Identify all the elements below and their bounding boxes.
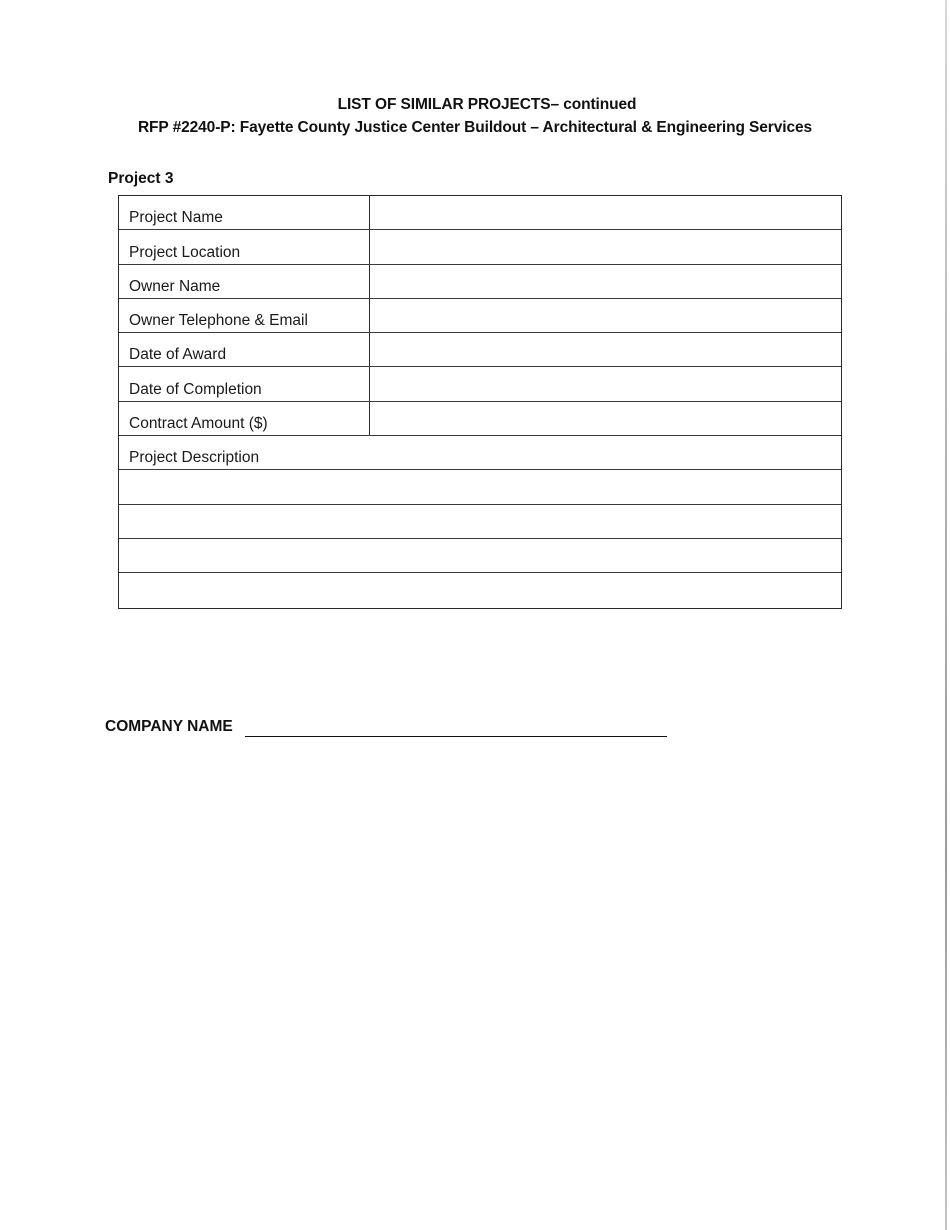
field-label: Date of Completion xyxy=(129,380,262,398)
project-location-field[interactable] xyxy=(370,230,841,263)
description-label: Project Description xyxy=(129,449,260,467)
form-row-owner-name xyxy=(119,265,841,299)
field-label-cell xyxy=(119,367,370,400)
field-label-cell xyxy=(119,402,370,435)
field-label: Project Location xyxy=(129,243,241,261)
page-edge-shadow xyxy=(945,0,947,1230)
field-label-cell xyxy=(119,333,370,366)
field-label: Owner Telephone & Email xyxy=(129,312,308,330)
description-line-1[interactable] xyxy=(119,470,841,504)
form-row-date-of-completion xyxy=(119,367,841,401)
company-name-label: COMPANY NAME xyxy=(105,718,233,735)
field-label-cell xyxy=(119,299,370,332)
field-label: Date of Award xyxy=(129,346,227,364)
date-of-award-field[interactable] xyxy=(370,333,841,366)
form-row-project-name xyxy=(119,196,841,230)
section-label: Project 3 xyxy=(108,170,174,187)
owner-contact-field[interactable] xyxy=(370,299,841,332)
field-label-cell xyxy=(119,230,370,263)
form-row-owner-contact xyxy=(119,299,841,333)
page-subtitle: RFP #2240-P: Fayette County Justice Center Buildout – Architectural & Engineering Services xyxy=(137,119,813,136)
project-name-field[interactable] xyxy=(370,196,841,229)
field-label-cell xyxy=(119,265,370,298)
description-line-3[interactable] xyxy=(119,539,841,573)
form-row-project-description xyxy=(119,436,841,470)
page-title: LIST OF SIMILAR PROJECTS– continued xyxy=(337,96,637,113)
field-label: Contract Amount ($) xyxy=(129,415,268,433)
form-row-contract-amount xyxy=(119,402,841,436)
description-line-4[interactable] xyxy=(119,573,841,607)
field-label: Owner Name xyxy=(129,277,221,295)
project-form-table xyxy=(118,195,842,609)
owner-name-field[interactable] xyxy=(370,265,841,298)
description-line-2[interactable] xyxy=(119,505,841,539)
field-label: Project Name xyxy=(129,209,223,227)
date-of-completion-field[interactable] xyxy=(370,367,841,400)
form-row-date-of-award xyxy=(119,333,841,367)
company-name-field[interactable] xyxy=(245,736,667,737)
field-label-cell xyxy=(119,196,370,229)
contract-amount-field[interactable] xyxy=(370,402,841,435)
form-row-project-location xyxy=(119,230,841,264)
